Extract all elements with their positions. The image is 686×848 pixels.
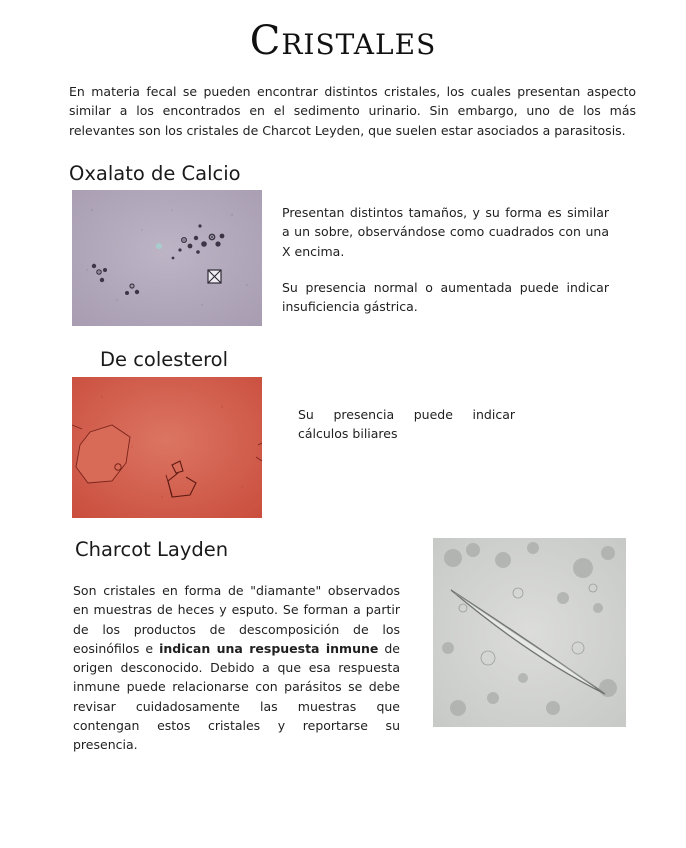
intro-paragraph: En materia fecal se pueden encontrar distintos cristales, los cuales presentan aspecto similar a los encontrados en el sedimento urinario. Sin embargo, uno de los más relevantes son los cristales de Charcot Leyden, que suelen estar asociados a parasitosis. xyxy=(69,84,636,138)
oxalato-heading: Oxalato de Calcio xyxy=(69,162,241,185)
page-title: Cristales xyxy=(249,18,437,64)
charcot-heading: Charcot Layden xyxy=(75,538,229,561)
charcot-text-before: Son cristales en forma de "diamante" observados en muestras de heces y esputo. Se forman a partir de los productos de descomposición de los eosinófilos e xyxy=(73,583,400,656)
charcot-text-after: de origen desconocido. Debido a que esa respuesta inmune puede relacionarse con parásitos se debe revisar cuidadosamente las muestras que contengan estos cristales y reportarse su presencia. xyxy=(73,640,400,753)
colesterol-heading: De colesterol xyxy=(100,348,229,371)
colesterol-micrograph xyxy=(72,377,262,518)
oxalato-micrograph xyxy=(72,190,262,326)
colesterol-description: Su presencia puede indicar cálculos biliares xyxy=(298,407,515,442)
charcot-micrograph xyxy=(433,538,626,727)
charcot-text-bold: indican una respuesta inmune xyxy=(159,640,379,656)
oxalato-description: Presentan distintos tamaños, y su forma es similar a un sobre, observándose como cuadrados con una X encima. xyxy=(282,205,609,259)
charcot-description xyxy=(73,581,400,755)
oxalato-significance: Su presencia normal o aumentada puede indicar insuficiencia gástrica. xyxy=(282,280,609,315)
